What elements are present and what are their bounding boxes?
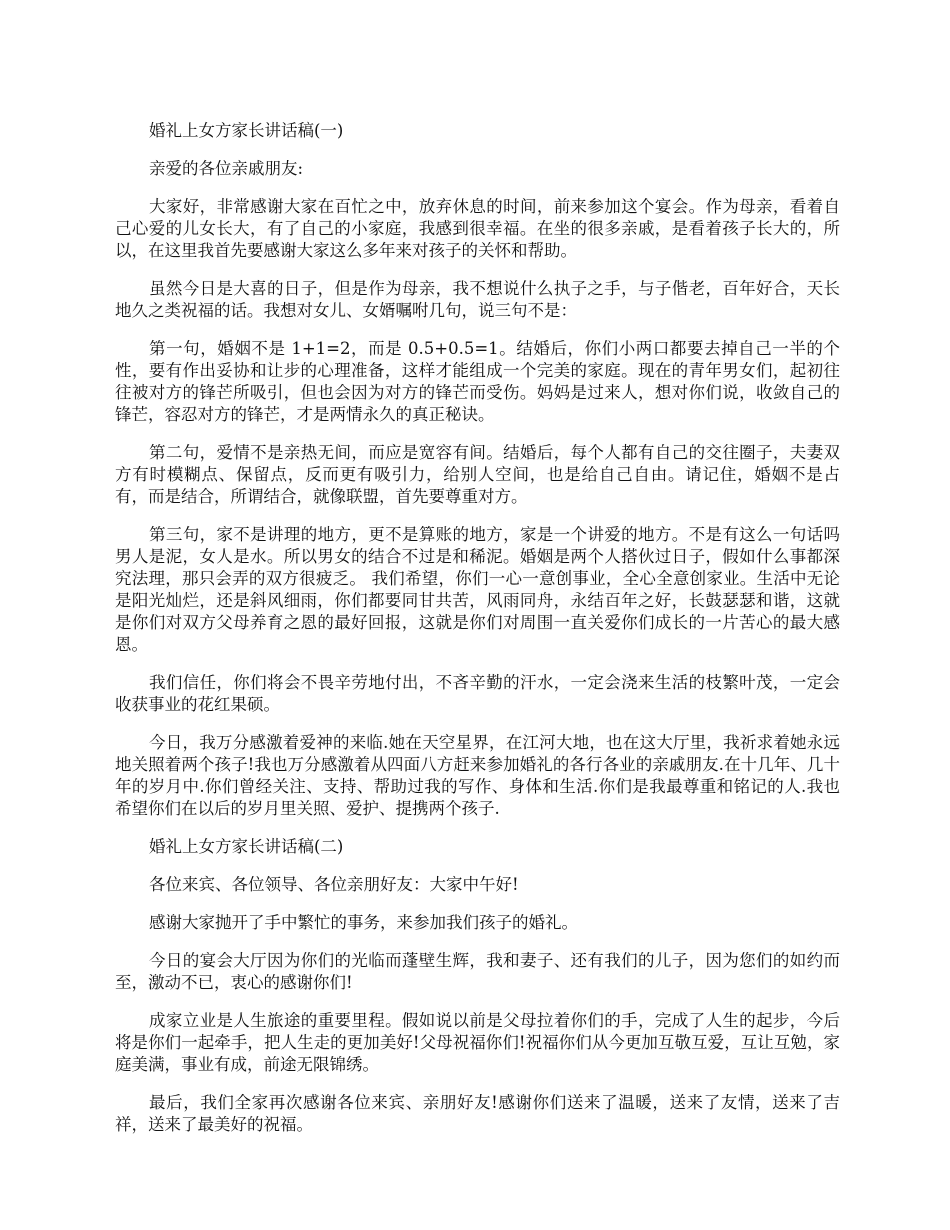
paragraph: 第一句，婚姻不是 1+1=2，而是 0.5+0.5=1。结婚后，你们小两口都要去掉自己一半的个性，要有作出妥协和让步的心理准备，这样才能组成一个完美的家庭。现在的青年男女们，起初往往被对方的锋芒所吸引，但也会因为对方的锋芒而受伤。妈妈是过来人，想对你们说，收敛自己的锋芒，容忍对方的锋芒，才是两情永久的真正秘诀。 [115, 339, 840, 424]
paragraph: 虽然今日是大喜的日子，但是作为母亲，我不想说什么执子之手，与子偕老，百年好合，天长地久之类祝福的话。我想对女儿、女婿嘱咐几句，说三句不是： [115, 279, 840, 320]
paragraph: 感谢大家抛开了手中繁忙的事务，来参加我们孩子的婚礼。 [149, 913, 578, 932]
paragraph: 我们信任，你们将会不畏辛劳地付出，不吝辛勤的汗水，一定会浇来生活的枝繁叶茂，一定会收获事业的花红果硕。 [115, 673, 840, 714]
paragraph: 今日，我万分感激着爱神的来临.她在天空星界，在江河大地，也在这大厅里，我祈求着她永远地关照着两个孩子!我也万分感激着从四面八方赶来参加婚礼的各行各业的亲戚朋友.在十几年、几十年的岁月中.你们曾经关注、支持、帮助过我的写作、身体和生活.你们是我最尊重和铭记的人.我也希望你们在以后的岁月里关照、爱护、提携两个孩子. [115, 733, 840, 818]
section-title-2: 婚礼上女方家长讲话稿(二) [149, 837, 344, 856]
section-title-1: 婚礼上女方家长讲话稿(一) [149, 121, 344, 140]
paragraph: 大家好，非常感谢大家在百忙之中，放弃休息的时间，前来参加这个宴会。作为母亲，看着自己心爱的儿女长大，有了自己的小家庭，我感到很幸福。在坐的很多亲戚，是看着孩子长大的，所以，在这里我首先要感谢大家这么多年来对孩子的关怀和帮助。 [115, 197, 840, 260]
paragraph: 成家立业是人生旅途的重要里程。假如说以前是父母拉着你们的手，完成了人生的起步，今后将是你们一起牵手，把人生走的更加美好!父母祝福你们!祝福你们从今更加互敬互爱，互让互勉，家庭美满，事业有成，前途无限锦绣。 [115, 1011, 840, 1074]
greeting: 各位来宾、各位领导、各位亲朋好友：大家中午好! [149, 875, 519, 894]
paragraph: 最后，我们全家再次感谢各位来宾、亲朋好友!感谢你们送来了温暖，送来了友情，送来了吉祥，送来了最美好的祝福。 [115, 1093, 840, 1134]
paragraph: 今日的宴会大厅因为你们的光临而蓬壁生辉，我和妻子、还有我们的儿子，因为您们的如约而至，激动不已，衷心的感谢你们! [115, 951, 840, 992]
paragraph: 第三句，家不是讲理的地方，更不是算账的地方，家是一个讲爱的地方。不是有这么一句话吗男人是泥，女人是水。所以男女的结合不过是和稀泥。婚姻是两个人搭伙过日子，假如什么事都深究法理，那只会弄的双方很疲乏。 我们希望，你们一心一意创事业，全心全意创家业。生活中无论是阳光灿烂，还是斜风细雨，你们都要同甘共苦，风雨同舟，永结百年之好，长鼓瑟瑟和谐，这就是你们对双方父母养育之恩的最好回报，这就是你们对周围一直关爱你们成长的一片苦心的最大感恩。 [115, 525, 840, 654]
paragraph: 第二句，爱情不是亲热无间，而应是宽容有间。结婚后，每个人都有自己的交往圈子，夫妻双方有时模糊点、保留点，反而更有吸引力，给别人空间，也是给自己自由。请记住，婚姻不是占有，而是结合，所谓结合，就像联盟，首先要尊重对方。 [115, 443, 840, 506]
greeting: 亲爱的各位亲戚朋友: [149, 159, 304, 178]
document-body [115, 120, 840, 1152]
